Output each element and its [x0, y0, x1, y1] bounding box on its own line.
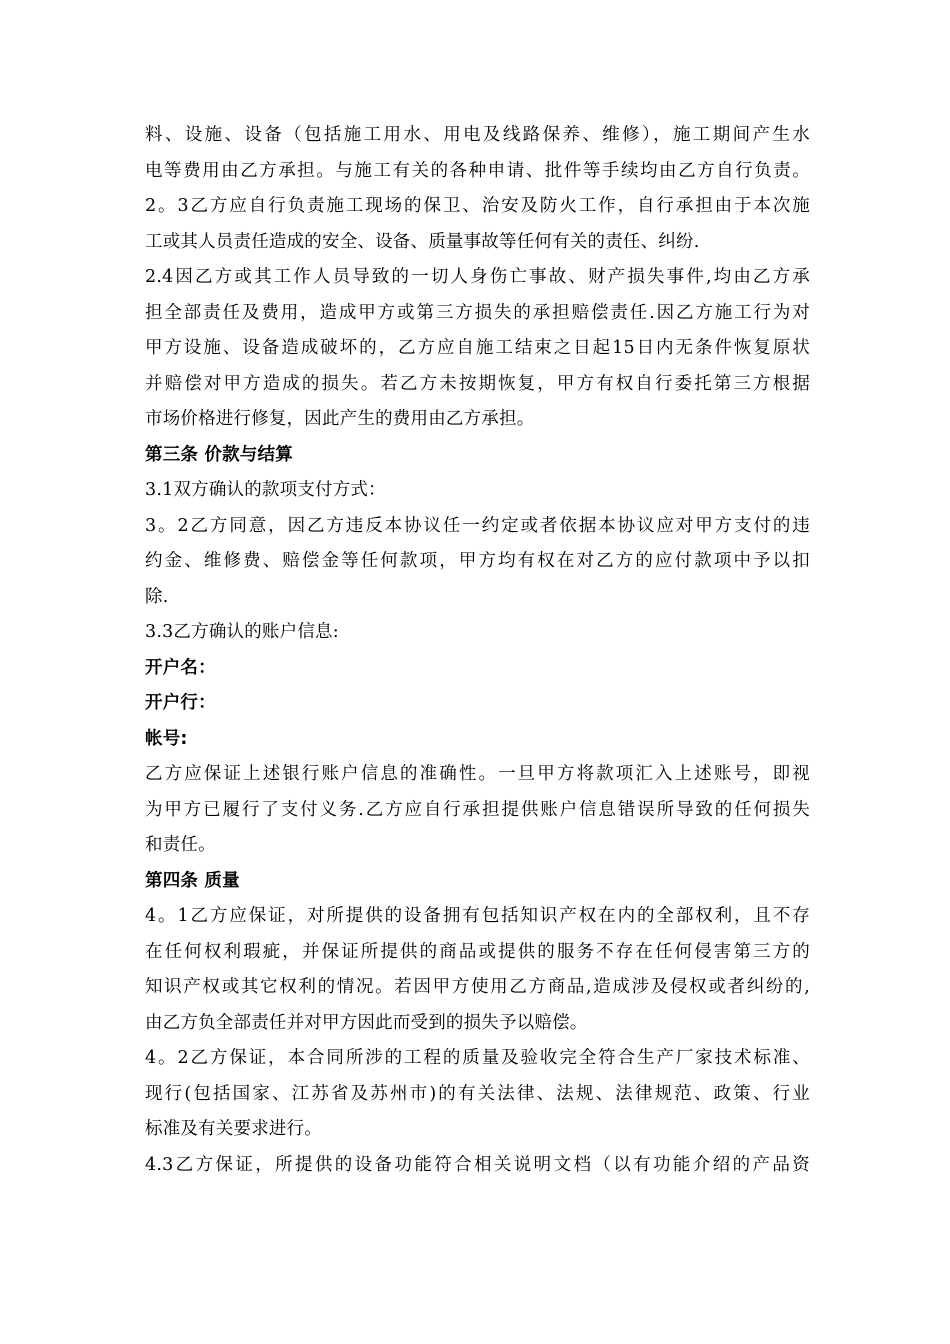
text-line: 担全部责任及费用，造成甲方或第三方损失的承担赔偿责任.因乙方施工行为对 [145, 302, 810, 323]
text-line: 现行(包括国家、江苏省及苏州市)的有关法律、法规、法律规范、政策、行业 [145, 1083, 810, 1104]
text-line: 为甲方已履行了支付义务.乙方应自行承担提供账户信息错误所导致的任何损失 [145, 799, 810, 820]
text-line: 3.3乙方确认的账户信息: [145, 622, 339, 642]
account-number-label: 帐号: [145, 728, 188, 749]
account-name-label: 开户名： [145, 657, 216, 678]
text-line: 在任何权利瑕疵，并保证所提供的商品或提供的服务不存在任何侵害第三方的 [145, 941, 810, 962]
text-line: 2。3乙方应自行负责施工现场的保卫、治安及防火工作，自行承担由于本次施 [145, 196, 810, 216]
text-line: 4。2乙方保证，本合同所涉的工程的质量及验收完全符合生产厂家技术标准、 [145, 1048, 810, 1068]
section-heading: 第三条 价款与结算 [145, 444, 293, 465]
text-line: 除. [145, 586, 169, 607]
text-line: 标准及有关要求进行。 [145, 1119, 322, 1139]
text-line: 电等费用由乙方承担。与施工有关的各种申请、批件等手续均由乙方自行负责。 [145, 160, 810, 181]
text-line: 和责任。 [145, 835, 216, 855]
text-line: 甲方设施、设备造成破坏的，乙方应自施工结束之日起15日内无条件恢复原状 [145, 338, 810, 358]
text-line: 2.4因乙方或其工作人员导致的一切人身伤亡事故、财产损失事件,均由乙方承 [145, 267, 810, 287]
section-heading: 第四条 质量 [145, 870, 240, 891]
text-line: 工或其人员责任造成的安全、设备、质量事故等任何有关的责任、纠纷. [145, 231, 700, 252]
text-line: 市场价格进行修复，因此产生的费用由乙方承担。 [145, 409, 535, 429]
text-line: 并赔偿对甲方造成的损失。若乙方未按期恢复，甲方有权自行委托第三方根据 [145, 373, 810, 394]
text-line: 4。1乙方应保证，对所提供的设备拥有包括知识产权在内的全部权利，且不存 [145, 906, 810, 926]
text-line: 3.1双方确认的款项支付方式： [145, 480, 386, 500]
text-line: 3。2乙方同意，因乙方违反本协议任一约定或者依据本协议应对甲方支付的违 [145, 515, 810, 536]
document-page [145, 118, 810, 1183]
text-line: 料、设施、设备（包括施工用水、用电及线路保养、维修），施工期间产生水 [145, 125, 810, 145]
text-line: 知识产权或其它权利的情况。若因甲方使用乙方商品,造成涉及侵权或者纠纷的, [145, 977, 810, 997]
text-line: 约金、维修费、赔偿金等任何款项，甲方均有权在对乙方的应付款项中予以扣 [145, 551, 810, 571]
text-line: 乙方应保证上述银行账户信息的准确性。一旦甲方将款项汇入上述账号，即视 [145, 764, 810, 784]
text-line: 由乙方负全部责任并对甲方因此而受到的损失予以赔偿。 [145, 1012, 588, 1033]
text-line: 4.3乙方保证，所提供的设备功能符合相关说明文档（以有功能介绍的产品资 [145, 1154, 810, 1175]
bank-name-label: 开户行： [145, 693, 216, 713]
